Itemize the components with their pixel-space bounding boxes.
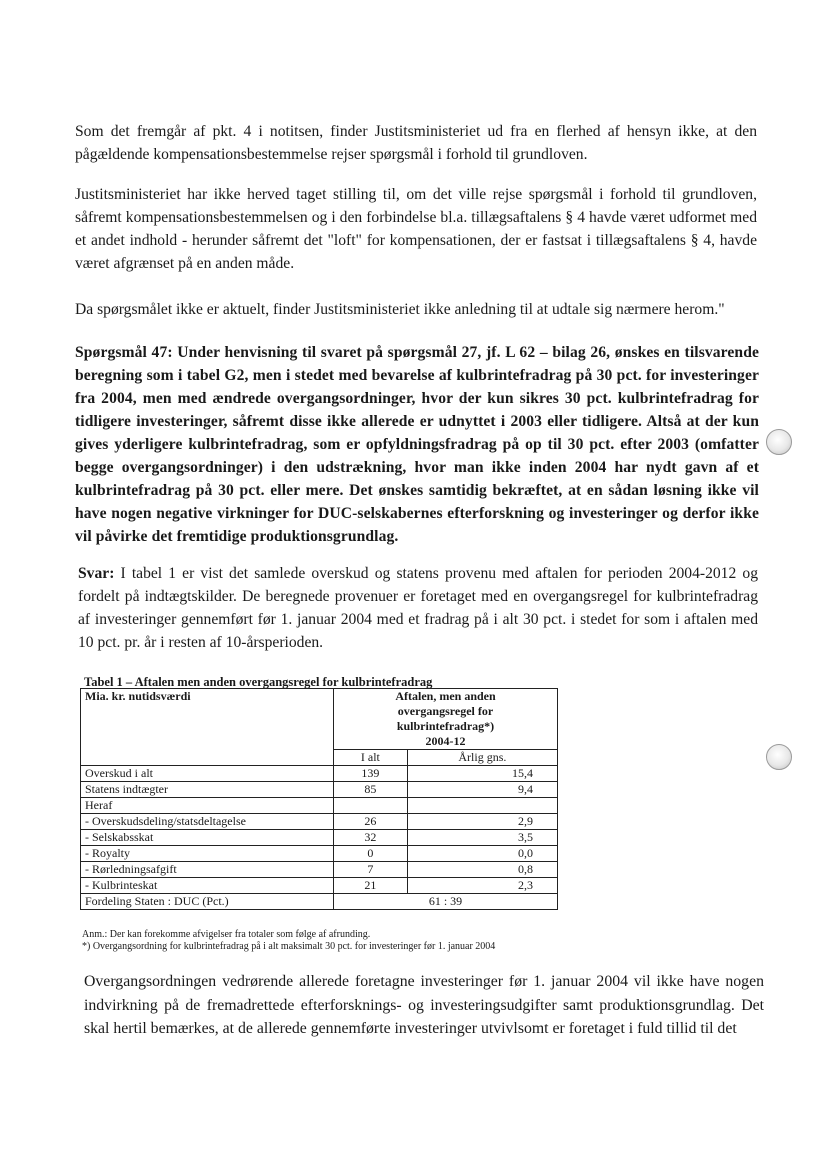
row-annual: 2,9 [407,814,557,830]
row-label: - Kulbrinteskat [81,878,334,894]
table-row [81,830,558,846]
punch-hole-icon [766,744,792,770]
row-annual [407,798,557,814]
row-label: Heraf [81,798,334,814]
paragraph-2: Justitsministeriet har ikke herved taget stilling til, om det ville rejse spørgsmål i forhold til grundloven, såfremt kompensationsbestemmelsen og i den forbindelse bl.a. tillægsaftalens § 4 havde været udformet med et andet indhold - herunder såfremt det "loft" for kompensationen, der er fastsat i tillægsaftalens § 4, havde været afgrænset på en anden måde. [75,186,757,272]
table-row [81,766,558,782]
paragraph-6: Overgangsordningen vedrørende allerede foretagne investeringer før 1. januar 2004 vil ikke have nogen indvirkning på de fremadrettede efterforsknings- og investeringsudgifter samt produktionsgrundlag. Det skal hertil bemærkes, at de allerede gennemførte investeringer utvivlsomt er foretaget i fuld tillid til det [84,973,764,1037]
question-47: Spørgsmål 47: Under henvisning til svaret på spørgsmål 27, jf. L 62 – bilag 26, ønskes en tilsvarende beregning som i tabel G2, men i stedet med bevarelse af kulbrintefradrag på 30 pct. for investeringer fra 2004, men med ændrede overgangsordninger, hvor der kun sikres 30 pct. kulbrintefradrag for tidligere investeringer, såfremt disse ikke allerede er udnyttet i 2003 eller tidligere. Altså at der kun gives yderligere kulbrintefradrag, som er opfyldningsfradrag på op til 30 pct. efter 2003 (omfatter begge overgangsordninger) i den udstrækning, hvor man ikke inden 2004 har nydt gavn af et kulbrintefradrag på 30 pct. eller mere. Det ønskes samtidig bekræftet, at en sådan løsning ikke vil have nogen negative virkninger for DUC-selskabernes efterforskning og investeringer og derfor ikke vil påvirke det fremtidige produktionsgrundlag. [75,344,759,545]
table-header-title: Aftalen, men anden overgangsregel for kulbrintefradrag*) [395,689,496,733]
row-label: Overskud i alt [81,766,334,782]
table-row [81,782,558,798]
row-total: 7 [334,862,408,878]
answer-paragraph [78,562,758,654]
col-header-annual: Årlig gns. [407,750,557,766]
row-total: 85 [334,782,408,798]
row-label: - Rørledningsafgift [81,862,334,878]
row-label: - Selskabsskat [81,830,334,846]
punch-hole-icon [766,429,792,455]
table-footnote: *) Overgangsordning for kulbrintefradrag på i alt maksimalt 30 pct. for investeringer før 1. januar 2004 [82,941,496,952]
answer-text: I tabel 1 er vist det samlede overskud og statens provenu med aftalen for perioden 2004-2012 og fordelt på indtægtskilder. De beregnede provenuer er foretaget med en overgangsregel for kulbrintefradrag af investeringer gennemført før 1. januar 2004 med et fradrag på i alt 30 pct. i stedet for som i aftalen med 10 pct. pr. år i resten af 10-årsperioden. [78,565,758,651]
split-value: 61 : 39 [334,894,558,910]
table-row [81,814,558,830]
row-total: 139 [334,766,408,782]
col-header-total: I alt [334,750,408,766]
row-annual: 0,0 [407,846,557,862]
answer-label: Svar: [78,565,115,582]
table-row [81,862,558,878]
row-annual: 3,5 [407,830,557,846]
paragraph-1: Som det fremgår af pkt. 4 i notitsen, finder Justitsministeriet ud fra en flerhed af hensyn ikke, at den pågældende kompensationsbestemmelse rejser spørgsmål i forhold til grundloven. [75,123,757,163]
split-label: Fordeling Staten : DUC (Pct.) [81,894,334,910]
table-row [81,798,558,814]
paragraph-3: Da spørgsmålet ikke er aktuelt, finder Justitsministeriet ikke anledning til at udtale sig nærmere herom." [75,301,725,318]
table-row [81,846,558,862]
row-total: 21 [334,878,408,894]
row-label: - Royalty [81,846,334,862]
row-total: 0 [334,846,408,862]
data-table [80,688,558,910]
row-total: 32 [334,830,408,846]
table-note: Anm.: Der kan forekomme afvigelser fra totaler som følge af afrunding. [82,929,371,940]
row-total [334,798,408,814]
table-header-period: 2004-12 [425,734,466,748]
table-row [81,878,558,894]
table-caption: Tabel 1 – Aftalen men anden overgangsregel for kulbrintefradrag [84,675,433,689]
table-row-split [81,894,558,910]
row-label: - Overskudsdeling/statsdeltagelse [81,814,334,830]
row-annual: 0,8 [407,862,557,878]
row-annual: 15,4 [407,766,557,782]
row-annual: 2,3 [407,878,557,894]
row-annual: 9,4 [407,782,557,798]
table-header-left: Mia. kr. nutidsværdi [81,689,334,766]
row-label: Statens indtægter [81,782,334,798]
row-total: 26 [334,814,408,830]
table-header-right [334,689,558,750]
